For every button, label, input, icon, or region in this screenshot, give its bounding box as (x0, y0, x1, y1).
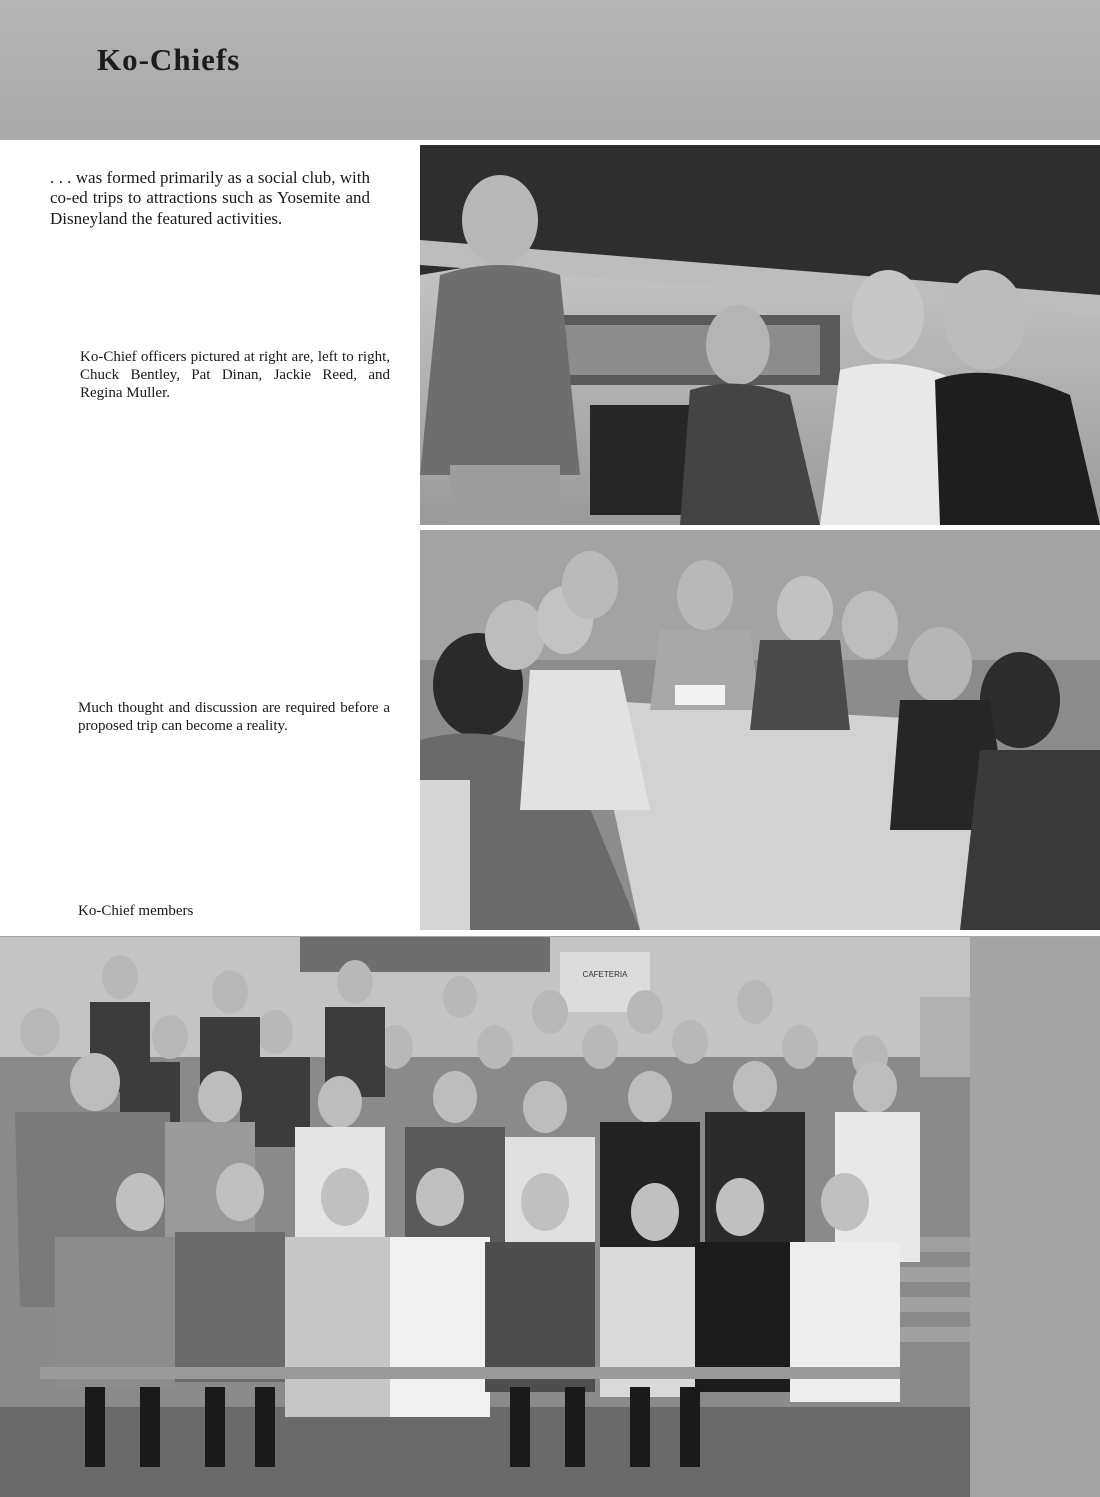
cafeteria-sign: CAFETERIA (582, 970, 628, 979)
page-title: Ko-Chiefs (97, 42, 241, 77)
officers-caption: Ko-Chief officers pictured at right are, left to right, Chuck Bentley, Pat Dinan, Jackie Reed, and Regina Muller. (80, 349, 390, 401)
meeting-photo (420, 530, 1100, 930)
discussion-caption: Much thought and discussion are required before a proposed trip can become a reality. (78, 700, 390, 734)
members-caption: Ko-Chief members (78, 903, 194, 919)
officers-photo (420, 145, 1100, 525)
members-photo (0, 937, 970, 1497)
intro-paragraph: . . . was formed primarily as a social club, with co-ed trips to attractions such as Yosemite and Disneyland the featured activities. (50, 168, 370, 228)
right-margin-band (970, 937, 1100, 1497)
